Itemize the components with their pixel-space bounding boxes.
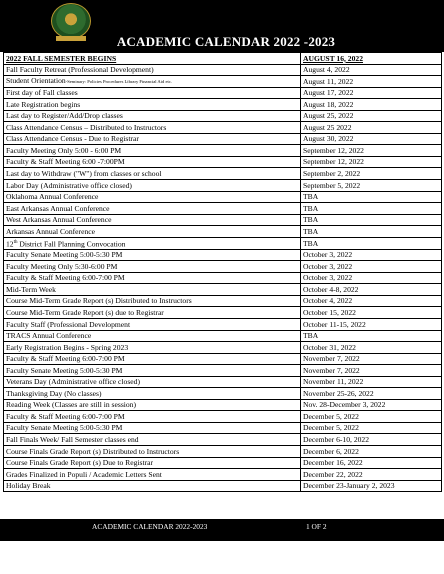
table-row [4,318,442,330]
event-cell: Grades Finalized in Populi / Academic Letters Sent [4,469,301,481]
district-number: 12 [6,239,14,249]
table-row [4,226,442,238]
date-cell: TBA [301,226,442,238]
table-row [4,284,442,296]
event-cell [4,237,301,249]
table-row [4,237,442,249]
date-cell: November 11, 2022 [301,376,442,388]
date-cell: September 12, 2022 [301,145,442,157]
date-cell: August 17, 2022 [301,87,442,99]
table-row [4,365,442,377]
table-row [4,422,442,434]
table-row [4,376,442,388]
table-row [4,330,442,342]
date-cell: December 6, 2022 [301,445,442,457]
table-row [4,399,442,411]
table-row [4,203,442,215]
table-row [4,272,442,284]
date-cell: September 12, 2022 [301,156,442,168]
page-margin [0,541,444,574]
table-row [4,295,442,307]
semester-begins-label: 2022 FALL SEMESTER BEGINS [4,53,301,65]
date-cell: December 5, 2022 [301,422,442,434]
event-cell: Fall Finals Week/ Fall Semester classes end [4,434,301,446]
event-cell: Reading Week (Classes are still in session) [4,399,301,411]
table-row [4,168,442,180]
table-row [4,64,442,76]
date-cell: August 25, 2022 [301,110,442,122]
event-cell: Faculty Senate Meeting 5:00-5:30 PM [4,249,301,261]
table-row [4,87,442,99]
table-row [4,388,442,400]
event-cell: Labor Day (Administrative office closed) [4,180,301,192]
date-cell: August 18, 2022 [301,99,442,111]
event-cell: Class Attendance Census - Due to Registrar [4,133,301,145]
date-cell: October 4-8, 2022 [301,284,442,296]
header-bar [0,0,444,52]
event-cell: Veterans Day (Administrative office closed) [4,376,301,388]
date-cell: December 6-10, 2022 [301,434,442,446]
table-row [4,342,442,354]
table-row [4,307,442,319]
date-cell: August 30, 2022 [301,133,442,145]
table-row [4,133,442,145]
event-cell: Early Registration Begins - Spring 2023 [4,342,301,354]
date-cell: October 3, 2022 [301,261,442,273]
event-text: Student Orientation [6,76,66,86]
date-cell: TBA [301,203,442,215]
table-row [4,261,442,273]
event-cell: TRACS Annual Conference [4,330,301,342]
date-cell: December 16, 2022 [301,457,442,469]
event-cell: West Arkansas Annual Conference [4,214,301,226]
table-header-row [4,53,442,65]
event-cell: Course Mid-Term Grade Report (s) Distributed to Instructors [4,295,301,307]
table-row [4,76,442,88]
calendar-table [3,52,442,492]
event-cell: Course Finals Grade Report (s) Distributed to Instructors [4,445,301,457]
table-row [4,110,442,122]
date-cell: October 4, 2022 [301,295,442,307]
event-text: District Fall Planning Convocation [17,239,126,249]
orientation-note: -Seminary: Policies Procedures Library Financial Aid etc. [65,79,172,85]
table-row [4,156,442,168]
date-cell: TBA [301,237,442,249]
event-cell: Faculty & Staff Meeting 6:00 -7:00PM [4,156,301,168]
event-cell: Faculty Meeting Only 5:00 - 6:00 PM [4,145,301,157]
table-row [4,434,442,446]
event-cell: Mid-Term Week [4,284,301,296]
event-cell: Late Registration begins [4,99,301,111]
date-cell: August 4, 2022 [301,64,442,76]
event-cell: Fall Faculty Retreat (Professional Development) [4,64,301,76]
date-cell: September 2, 2022 [301,168,442,180]
page-number: 1 OF 2 [306,522,327,531]
ordinal-suffix: th [13,239,18,245]
date-cell: November 25-26, 2022 [301,388,442,400]
event-cell: East Arkansas Annual Conference [4,203,301,215]
event-cell: Faculty Staff (Professional Development [4,318,301,330]
page-title: ACADEMIC CALENDAR 2022 -2023 [116,34,336,49]
date-cell: October 15, 2022 [301,307,442,319]
date-cell: October 3, 2022 [301,249,442,261]
table-row [4,145,442,157]
event-cell: Holiday Break [4,480,301,492]
date-cell: November 7, 2022 [301,353,442,365]
date-cell: October 31, 2022 [301,342,442,354]
table-row [4,445,442,457]
table-row [4,122,442,134]
footer-title: ACADEMIC CALENDAR 2022-2023 [92,522,208,531]
event-cell: Oklahoma Annual Conference [4,191,301,203]
table-row [4,411,442,423]
event-cell: Arkansas Annual Conference [4,226,301,238]
event-cell: Faculty & Staff Meeting 6:00-7:00 PM [4,411,301,423]
table-row [4,353,442,365]
event-cell: Last day to Withdraw ("W") from classes or school [4,168,301,180]
event-cell: Thanksgiving Day (No classes) [4,388,301,400]
date-cell: TBA [301,191,442,203]
table-row [4,99,442,111]
semester-begins-date: AUGUST 16, 2022 [301,53,442,65]
date-cell: November 7, 2022 [301,365,442,377]
date-cell: August 11, 2022 [301,76,442,88]
table-row [4,191,442,203]
event-cell: Faculty Meeting Only 5:30-6:00 PM [4,261,301,273]
table-row [4,249,442,261]
event-cell: Course Finals Grade Report (s) Due to Registrar [4,457,301,469]
table-row [4,180,442,192]
date-cell: TBA [301,330,442,342]
event-cell: First day of Fall classes [4,87,301,99]
event-cell: Faculty Senate Meeting 5:00-5:30 PM [4,365,301,377]
date-cell: October 11-15, 2022 [301,318,442,330]
date-cell: Nov. 28-December 3, 2022 [301,399,442,411]
footer-bar [0,519,444,541]
table-row [4,469,442,481]
date-cell: August 25 2022 [301,122,442,134]
table-row [4,214,442,226]
event-cell: Faculty & Staff Meeting 6:00-7:00 PM [4,353,301,365]
event-cell: Faculty & Staff Meeting 6:00-7:00 PM [4,272,301,284]
date-cell: TBA [301,214,442,226]
date-cell: September 5, 2022 [301,180,442,192]
table-row [4,480,442,492]
event-cell: Class Attendance Census – Distributed to Instructors [4,122,301,134]
table-row [4,457,442,469]
event-cell: Last day to Register/Add/Drop classes [4,110,301,122]
event-cell [4,76,301,88]
event-cell: Faculty Senate Meeting 5:00-5:30 PM [4,422,301,434]
date-cell: October 3, 2022 [301,272,442,284]
date-cell: December 5, 2022 [301,411,442,423]
date-cell: December 23-January 2, 2023 [301,480,442,492]
event-cell: Course Mid-Term Grade Report (s) due to Registrar [4,307,301,319]
date-cell: December 22, 2022 [301,469,442,481]
